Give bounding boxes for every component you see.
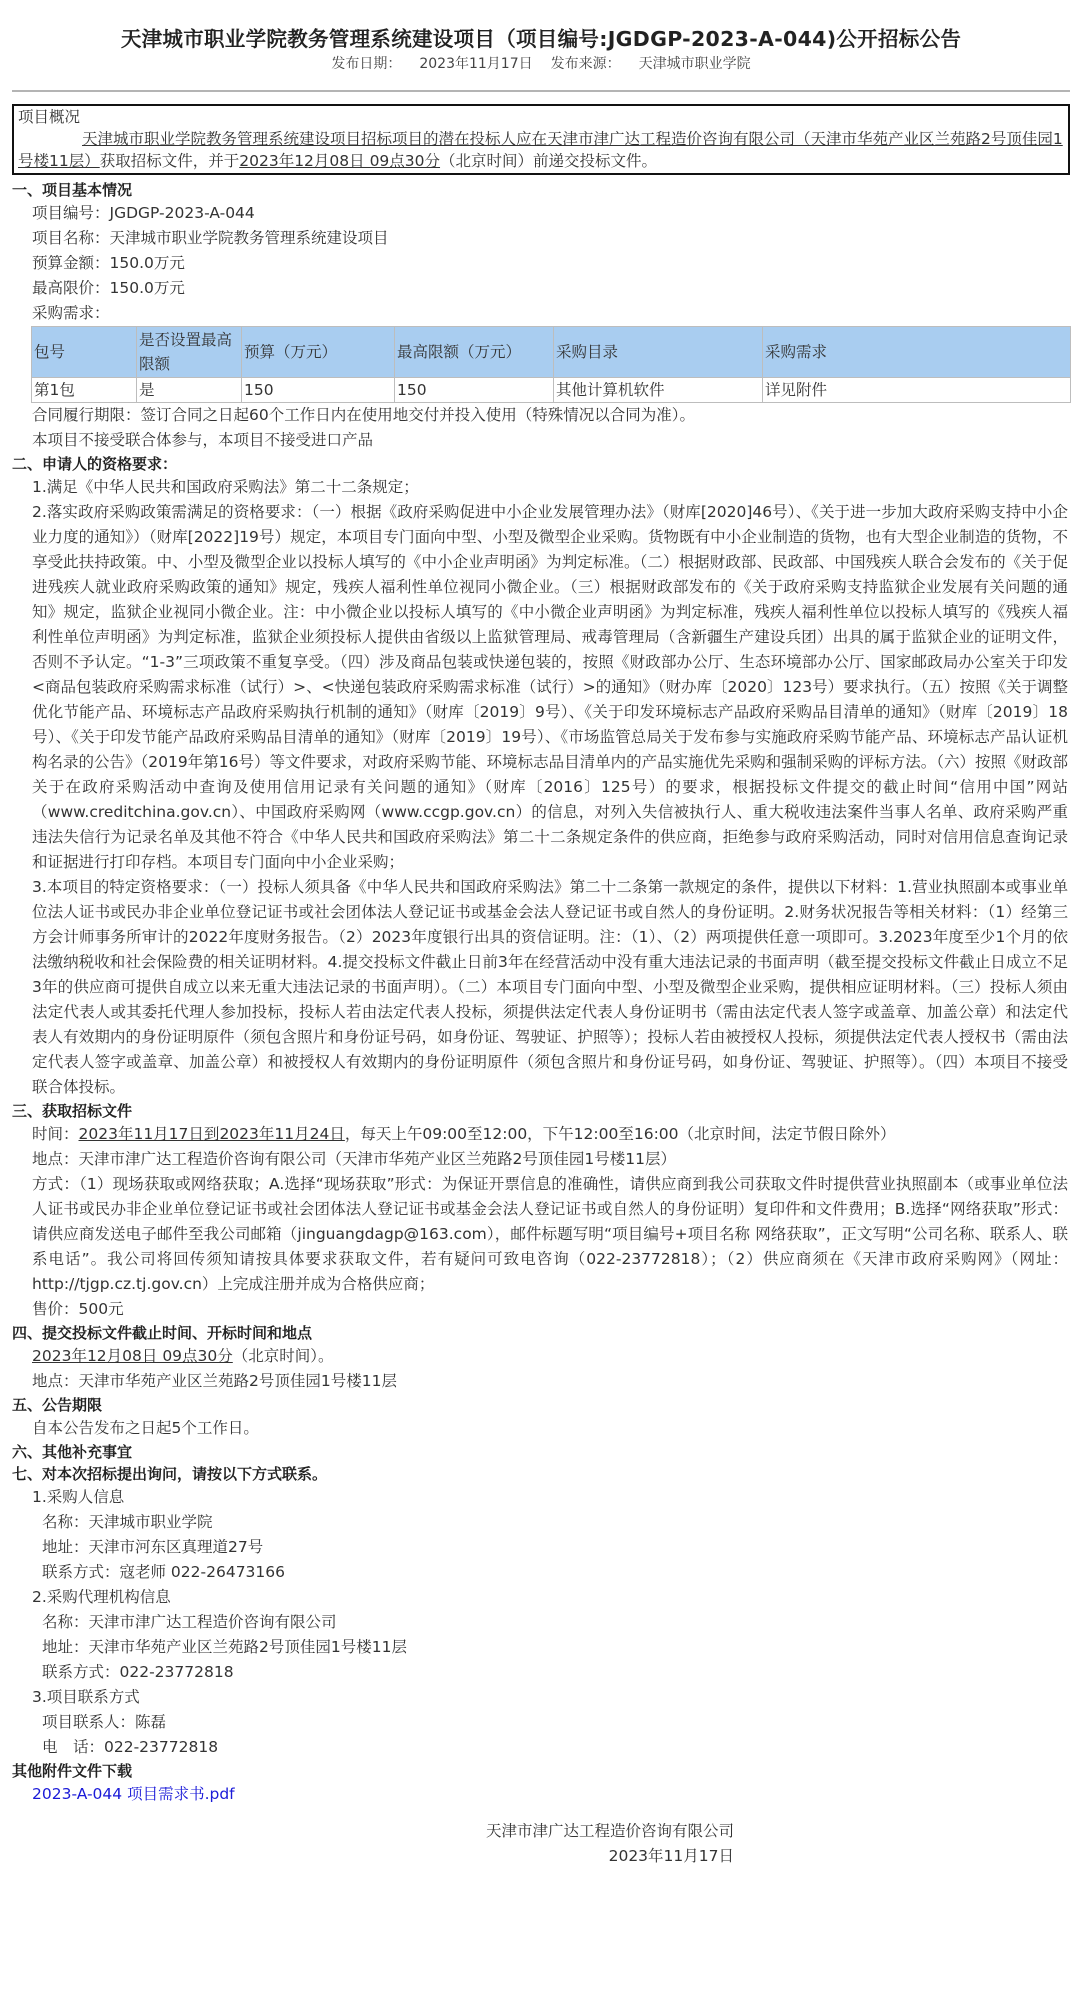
bid-deadline-suffix: （北京时间）。 bbox=[232, 1347, 334, 1365]
project-overview-box bbox=[12, 104, 1070, 175]
col-header-requirement: 采购需求 bbox=[763, 327, 1071, 378]
requirements-table bbox=[31, 326, 1071, 403]
time-to: 到 bbox=[203, 1125, 220, 1143]
field-project-number bbox=[32, 201, 1082, 226]
publish-date-value: 2023年11月17日 bbox=[419, 56, 533, 72]
purchaser-contact: 联系方式：寇老师 022-26473166 bbox=[42, 1563, 285, 1581]
section-7-heading: 七、对本次招标提出询问，请按以下方式联系。 bbox=[12, 1465, 328, 1483]
field-max-price bbox=[32, 276, 1082, 301]
section-3-heading: 三、获取招标文件 bbox=[12, 1102, 133, 1120]
cell-max-amount: 150 bbox=[395, 378, 554, 403]
cell-catalog: 其他计算机软件 bbox=[554, 378, 763, 403]
document-method: 方式：（1）现场获取或网络获取；A.选择“现场获取”形式：为保证开票信息的准确性，请供应商到我公司获取文件时提供营业执照副本（或事业单位法人证书或民办非企业单位登记证书或社会团体法人登记证书或基金会法人登记证书或自然人的身份证明）复印件和文件费用；B.选择“网络获取”形式：请供应商发送电子邮件至我公司邮箱（jinguangdagp@163.com），邮件标题写明“项目编号+项目名称 网络获取”，正文写明“公司名称、联系人、联系电话”。我公司将回传须知请按具体要求获取文件，若有疑问可致电咨询（022-23772818）；（2）供应商须在《天津市政府采购网》（网址：http://tjgp.cz.tj.gov.cn）上完成注册并成为合格供应商； bbox=[32, 1175, 1068, 1293]
agency-title: 2.采购代理机构信息 bbox=[32, 1588, 171, 1606]
field-label: 最高限价： bbox=[32, 279, 110, 297]
field-value: JGDGP-2023-A-044 bbox=[109, 204, 255, 222]
field-budget bbox=[32, 251, 1082, 276]
attachment-link-requirements-pdf[interactable]: 2023-A-044 项目需求书.pdf bbox=[32, 1785, 235, 1803]
bid-deadline-value: 2023年12月08日 09点30分 bbox=[32, 1347, 233, 1365]
time-label: 时间： bbox=[32, 1125, 79, 1143]
overview-title: 项目概况 bbox=[18, 108, 81, 126]
field-label: 采购需求： bbox=[32, 304, 110, 322]
publish-source bbox=[551, 56, 751, 72]
publish-source-value: 天津城市职业学院 bbox=[638, 56, 751, 72]
time-rest: ，每天上午09:00至12:00，下午12:00至16:00（北京时间，法定节假日除外） bbox=[344, 1125, 896, 1143]
section-2-heading: 二、申请人的资格要求： bbox=[12, 455, 178, 473]
document-price: 售价：500元 bbox=[32, 1300, 124, 1318]
cell-max-limit-set: 是 bbox=[137, 378, 242, 403]
notice-period: 自本公告发布之日起5个工作日。 bbox=[32, 1419, 259, 1437]
time-end: 2023年11月24日 bbox=[219, 1125, 345, 1143]
contract-period: 合同履行期限：签订合同之日起60个工作日内在使用地交付并投入使用（特殊情况以合同为准）。 bbox=[32, 406, 695, 424]
signature-date: 2023年11月17日 bbox=[608, 1847, 734, 1865]
section-5-heading: 五、公告期限 bbox=[12, 1396, 103, 1414]
table-header-row bbox=[32, 327, 1071, 378]
page-title: 天津城市职业学院教务管理系统建设项目（项目编号:JGDGP-2023-A-044)公开招标公告 bbox=[120, 27, 962, 51]
table-row bbox=[32, 378, 1071, 403]
col-header-package: 包号 bbox=[32, 327, 137, 378]
qualification-item-3: 3.本项目的特定资格要求：（一）投标人须具备《中华人民共和国政府采购法》第二十二条第一款规定的条件，提供以下材料：1.营业执照副本或事业单位法人证书或民办非企业单位登记证书或社会团体法人登记证书或基金会法人登记证书或自然人的身份证明。2.财务状况报告等相关材料：（1）经第三方会计师事务所审计的2022年度财务报告。（2）2023年度银行出具的资信证明。注：（1）、（2）两项提供任意一项即可。3.2023年度至少1个月的依法缴纳税收和社会保险费的相关证明材料。4.提交投标文件截止日前3年在经营活动中没有重大违法记录的书面声明（截至提交投标文件截止日成立不足3年的供应商可提供自成立以来无重大违法记录的书面声明）。（二）本项目专门面向中型、小型及微型企业采购，提供相应证明材料。（三）投标人须由法定代表人或其委托代理人参加投标，投标人若由法定代表人投标，须提供法定代表人身份证明书（需由法定代表人签字或盖章、加盖公章）和法定代表人有效期内的身份证明原件（须包含照片和身份证号码，如身份证、驾驶证、护照等）；投标人若由被授权人投标，须提供法定代表人授权书（需由法定代表人签字或盖章、加盖公章）和被授权人有效期内的身份证明原件（须包含照片和身份证号码，如身份证、驾驶证、护照等）。（四）本项目不接受联合体投标。 bbox=[32, 878, 1068, 1096]
project-contact-phone: 电 话：022-23772818 bbox=[42, 1738, 219, 1756]
bid-place: 地点：天津市华苑产业区兰苑路2号顶佳园1号楼11层 bbox=[32, 1372, 397, 1390]
divider bbox=[12, 90, 1070, 92]
document-place: 地点：天津市津广达工程造价咨询有限公司（天津市华苑产业区兰苑路2号顶佳园1号楼11层） bbox=[32, 1150, 676, 1168]
overview-text-part3: （北京时间）前递交投标文件。 bbox=[440, 152, 658, 170]
section-6-heading: 六、其他补充事宜 bbox=[12, 1443, 133, 1461]
field-value: 150.0万元 bbox=[109, 254, 185, 272]
document-time bbox=[32, 1122, 1068, 1147]
agency-contact: 联系方式：022-23772818 bbox=[42, 1663, 234, 1681]
cell-package: 第1包 bbox=[32, 378, 137, 403]
col-header-max-limit-set: 是否设置最高限额 bbox=[137, 327, 242, 378]
signature-block bbox=[0, 1819, 1082, 1869]
agency-address: 地址：天津市华苑产业区兰苑路2号顶佳园1号楼11层 bbox=[42, 1638, 407, 1656]
purchaser-title: 1.采购人信息 bbox=[32, 1488, 125, 1506]
publish-date bbox=[331, 56, 532, 72]
signature-org: 天津市津广达工程造价咨询有限公司 bbox=[485, 1822, 734, 1840]
cell-requirement: 详见附件 bbox=[763, 378, 1071, 403]
time-start: 2023年11月17日 bbox=[78, 1125, 204, 1143]
qualification-item-2: 2.落实政府采购政策需满足的资格要求：（一）根据《政府采购促进中小企业发展管理办法》（财库[2020]46号）、《关于进一步加大政府采购支持中小企业力度的通知》）（财库[2022]19号）规定，本项目专门面向中型、小型及微型企业采购。货物既有中小企业制造的货物，也有大型企业制造的货物，不享受此扶持政策。中、小型及微型企业以投标人填写的《中小企业声明函》为判定标准。（二）根据财政部、民政部、中国残疾人联合会发布的《关于促进残疾人就业政府采购政策的通知》规定，残疾人福利性单位视同小微企业。（三）根据财政部发布的《关于政府采购支持监狱企业发展有关问题的通知》规定，监狱企业视同小微企业。注：中小微企业以投标人填写的《中小微企业声明函》为判定标准，残疾人福利性单位以投标人填写的《残疾人福利性单位声明函》为判定标准，监狱企业须投标人提供由省级以上监狱管理局、戒毒管理局（含新疆生产建设兵团）出具的属于监狱企业的证明文件，否则不予认定。“1-3”三项政策不重复享受。（四）涉及商品包装或快递包装的，按照《财政部办公厅、生态环境部办公厅、国家邮政局办公室关于印发<商品包装政府采购需求标准（试行）>、<快递包装政府采购需求标准（试行）>的通知》（财办库〔2020〕123号）要求执行。（五）按照《关于调整优化节能产品、环境标志产品政府采购执行机制的通知》（财库〔2019〕9号）、《关于印发环境标志产品政府采购品目清单的通知》（财库〔2019〕18号）、《关于印发节能产品政府采购品目清单的通知》（财库〔2019〕19号）、《市场监管总局关于发布参与实施政府采购节能产品、环境标志产品认证机构名录的公告》（2019年第16号）等文件要求，对政府采购节能、环境标志品目清单内的产品实施优先采购和强制采购的评标方法。（六）按照《财政部关于在政府采购活动中查询及使用信用记录有关问题的通知》（财库〔2016〕125号）的要求，根据投标文件提交的截止时间“信用中国”网站（www.creditchina.gov.cn）、中国政府采购网（www.ccgp.gov.cn）的信息，对列入失信被执行人、重大税收违法案件当事人名单、政府采购严重违法失信行为记录名单及其他不符合《中华人民共和国政府采购法》第二十二条规定条件的供应商，拒绝参与政府采购活动，同时对信用信息查询记录和证据进行打印存档。本项目专门面向中小企业采购； bbox=[32, 503, 1068, 871]
purchaser-address: 地址：天津市河东区真理道27号 bbox=[42, 1538, 264, 1556]
col-header-catalog: 采购目录 bbox=[554, 327, 763, 378]
cell-budget: 150 bbox=[242, 378, 395, 403]
overview-text-part1: 天津城市职业学院教务管理系统建设项目招标项目的潜在投标人应在 bbox=[82, 130, 548, 148]
publish-date-label: 发布日期： bbox=[331, 56, 402, 72]
col-header-budget: 预算（万元） bbox=[242, 327, 395, 378]
agency-name: 名称：天津市津广达工程造价咨询有限公司 bbox=[42, 1613, 337, 1631]
field-project-name bbox=[32, 226, 1082, 251]
col-header-max-amount: 最高限额（万元） bbox=[395, 327, 554, 378]
field-label: 项目名称： bbox=[32, 229, 110, 247]
overview-deadline: 2023年12月08日 09点30分 bbox=[239, 152, 441, 170]
project-contact-title: 3.项目联系方式 bbox=[32, 1688, 140, 1706]
field-label: 项目编号： bbox=[32, 204, 110, 222]
bid-deadline bbox=[32, 1344, 1068, 1369]
field-value: 150.0万元 bbox=[109, 279, 185, 297]
field-procurement-requirement bbox=[32, 301, 1082, 326]
qualification-item-1: 1.满足《中华人民共和国政府采购法》第二十二条规定； bbox=[32, 478, 419, 496]
field-label: 预算金额： bbox=[32, 254, 110, 272]
overview-text bbox=[18, 128, 1064, 172]
publish-meta bbox=[0, 54, 1082, 74]
overview-agency-link: 天津市津广达工程造价咨询有限公司（天津市华苑产业区兰苑路2号顶佳园1号楼11层） bbox=[18, 130, 1063, 170]
section-1-heading: 一、项目基本情况 bbox=[12, 181, 133, 199]
attachments-heading: 其他附件文件下载 bbox=[12, 1762, 133, 1780]
project-contact-person: 项目联系人：陈磊 bbox=[42, 1713, 167, 1731]
overview-text-part2: 获取招标文件，并于 bbox=[99, 152, 240, 170]
publish-source-label: 发布来源： bbox=[550, 56, 621, 72]
consortium-note: 本项目不接受联合体参与，本项目不接受进口产品 bbox=[32, 431, 374, 449]
section-4-heading: 四、提交投标文件截止时间、开标时间和地点 bbox=[12, 1324, 313, 1342]
purchaser-name: 名称：天津城市职业学院 bbox=[42, 1513, 213, 1531]
attachment-item bbox=[32, 1782, 1082, 1807]
field-value: 天津城市职业学院教务管理系统建设项目 bbox=[109, 229, 389, 247]
